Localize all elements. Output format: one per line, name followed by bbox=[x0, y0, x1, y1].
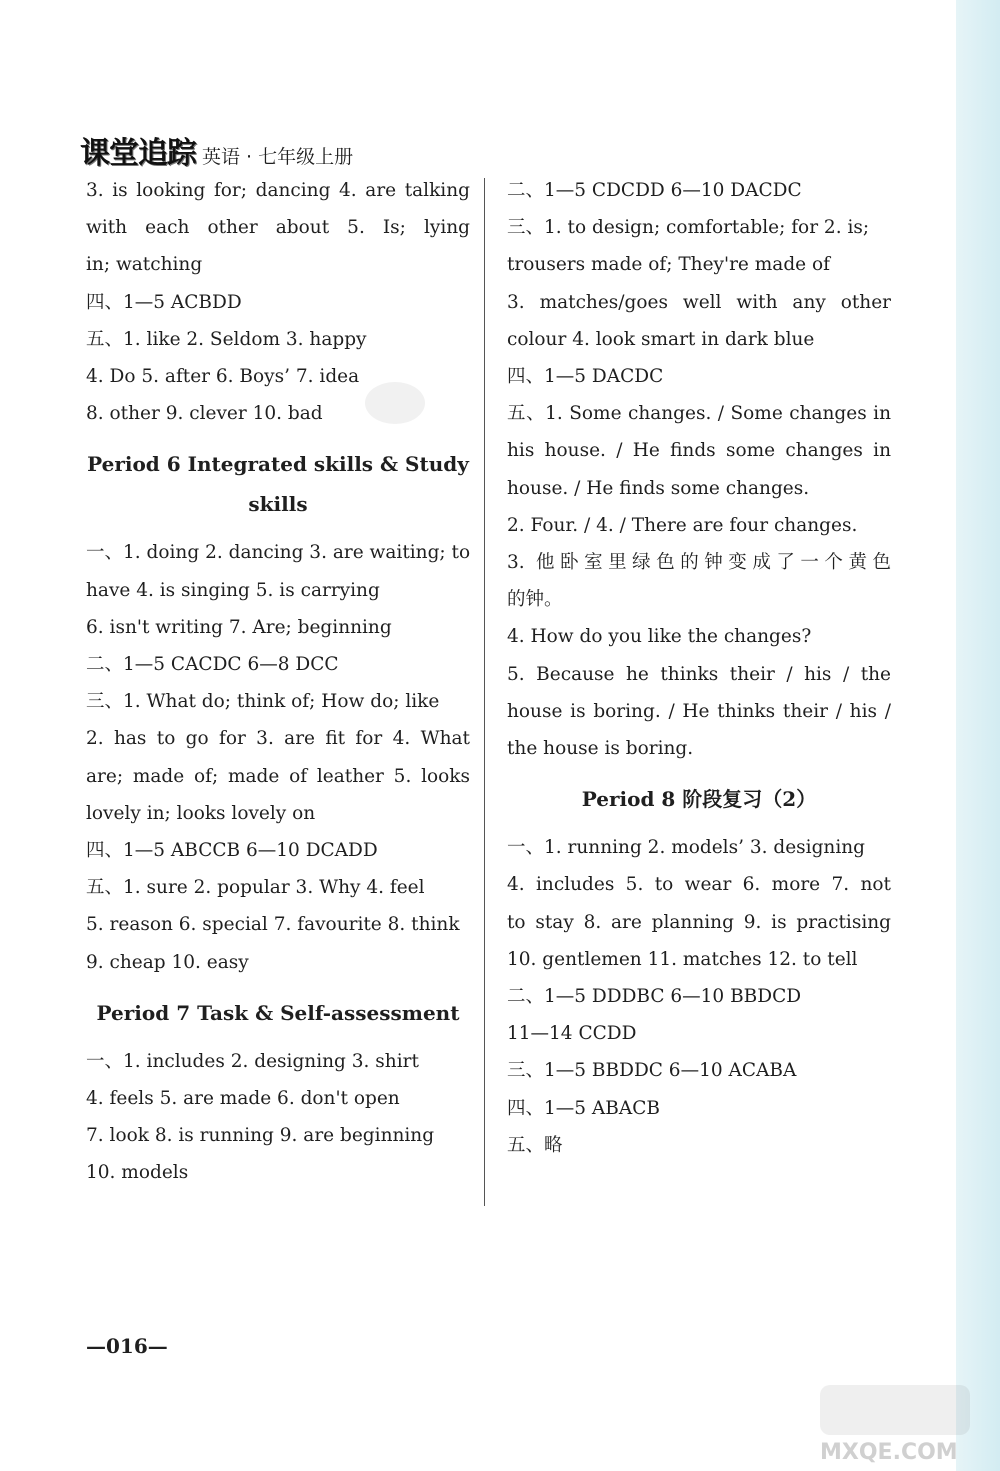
answer-line: lovely in; looks lovely on bbox=[86, 802, 316, 824]
column-divider bbox=[484, 178, 485, 1206]
period-title: Period 6 Integrated skills & Study bbox=[87, 452, 469, 477]
answer-line: 四、1—5 ABCCB 6—10 DCADD bbox=[86, 839, 378, 861]
answer-line: 3. matches/goes well with any other bbox=[507, 291, 891, 313]
answer-line: 9. cheap 10. easy bbox=[86, 951, 249, 973]
answer-line: house. / He finds some changes. bbox=[507, 477, 810, 499]
watermark-logo bbox=[820, 1385, 970, 1435]
side-strip bbox=[956, 0, 1000, 1471]
answer-line: 五、1. Some changes. / Some changes in bbox=[507, 403, 891, 425]
right-answer-column bbox=[507, 172, 891, 1164]
left-answer-column bbox=[86, 172, 470, 1192]
answer-line: 四、1—5 ABACB bbox=[507, 1097, 660, 1119]
page-header bbox=[80, 122, 353, 172]
answer-line: 2. has to go for 3. are fit for 4. What bbox=[86, 728, 470, 750]
answer-line: 三、1—5 BBDDC 6—10 ACABA bbox=[507, 1060, 797, 1082]
answer-line: 的钟。 bbox=[507, 589, 563, 611]
answer-line: 三、1. What do; think of; How do; like bbox=[86, 691, 440, 713]
answer-line: 2. Four. / 4. / There are four changes. bbox=[507, 514, 858, 536]
answer-line: in; watching bbox=[86, 254, 203, 276]
answer-line: 一、1. doing 2. dancing 3. are waiting; to bbox=[86, 542, 470, 564]
answer-line: 4. Do 5. after 6. Boys’ 7. idea bbox=[86, 365, 360, 387]
answer-line: 四、1—5 ACBDD bbox=[86, 291, 242, 313]
answer-line: have 4. is singing 5. is carrying bbox=[86, 579, 380, 601]
period-title: Period 8 阶段复习（2） bbox=[581, 787, 817, 812]
answer-line: 8. other 9. clever 10. bad bbox=[86, 403, 323, 425]
answer-line: 一、1. includes 2. designing 3. shirt bbox=[86, 1050, 419, 1072]
answer-line: 五、1. like 2. Seldom 3. happy bbox=[86, 328, 367, 350]
answer-line: 4. feels 5. are made 6. don't open bbox=[86, 1088, 400, 1109]
answer-line: 二、1—5 DDDBC 6—10 BBDCD bbox=[507, 985, 802, 1007]
answer-line: 10. gentlemen 11. matches 12. to tell bbox=[507, 948, 858, 970]
period-title: Period 7 Task & Self-assessment bbox=[96, 1000, 460, 1025]
answer-line: with each other about 5. Is; lying bbox=[86, 217, 470, 239]
answer-line: 二、1—5 CDCDD 6—10 DACDC bbox=[507, 180, 802, 201]
watermark-stamp bbox=[365, 382, 425, 424]
answer-line: the house is boring. bbox=[507, 737, 694, 759]
answer-line: 一、1. running 2. models’ 3. designing bbox=[507, 837, 866, 859]
answer-line: his house. / He finds some changes in bbox=[507, 440, 891, 462]
answer-line: 11—14 CCDD bbox=[507, 1023, 637, 1045]
answer-line: 4. includes 5. to wear 6. more 7. not bbox=[507, 874, 891, 896]
answer-line: 5. reason 6. special 7. favourite 8. think bbox=[86, 914, 460, 936]
answer-line: house is boring. / He thinks their / his / bbox=[507, 700, 891, 722]
answer-line: 5. Because he thinks their / his / the bbox=[507, 663, 891, 685]
answer-line: 四、1—5 DACDC bbox=[507, 366, 664, 387]
answer-line: 4. How do you like the changes? bbox=[507, 626, 812, 648]
answer-line: colour 4. look smart in dark blue bbox=[507, 328, 815, 350]
book-subtitle: 英语 · 七年级上册 bbox=[202, 146, 354, 168]
answer-line: 五、1. sure 2. popular 3. Why 4. feel bbox=[86, 877, 425, 899]
answer-line: 3. 他卧室里绿色的钟变成了一个黄色 bbox=[507, 551, 891, 573]
page-number: —016— bbox=[86, 1334, 168, 1358]
answer-line: to stay 8. are planning 9. is practising bbox=[507, 911, 891, 933]
period-title: skills bbox=[248, 492, 308, 517]
watermark-url: MXQE.COM bbox=[820, 1440, 958, 1465]
book-logo: 课堂追踪 bbox=[80, 136, 196, 171]
answer-line: 10. models bbox=[86, 1162, 189, 1184]
answer-line: 二、1—5 CACDC 6—8 DCC bbox=[86, 654, 339, 675]
answer-line: 五、略 bbox=[507, 1134, 563, 1156]
answer-line: 3. is looking for; dancing 4. are talking bbox=[86, 180, 470, 201]
answer-line: 三、1. to design; comfortable; for 2. is; bbox=[507, 217, 870, 239]
answer-line: 7. look 8. is running 9. are beginning bbox=[86, 1125, 435, 1147]
answer-line: trousers made of; They're made of bbox=[507, 254, 830, 276]
answer-line: are; made of; made of leather 5. looks bbox=[86, 765, 470, 787]
answer-line: 6. isn't writing 7. Are; beginning bbox=[86, 616, 392, 638]
